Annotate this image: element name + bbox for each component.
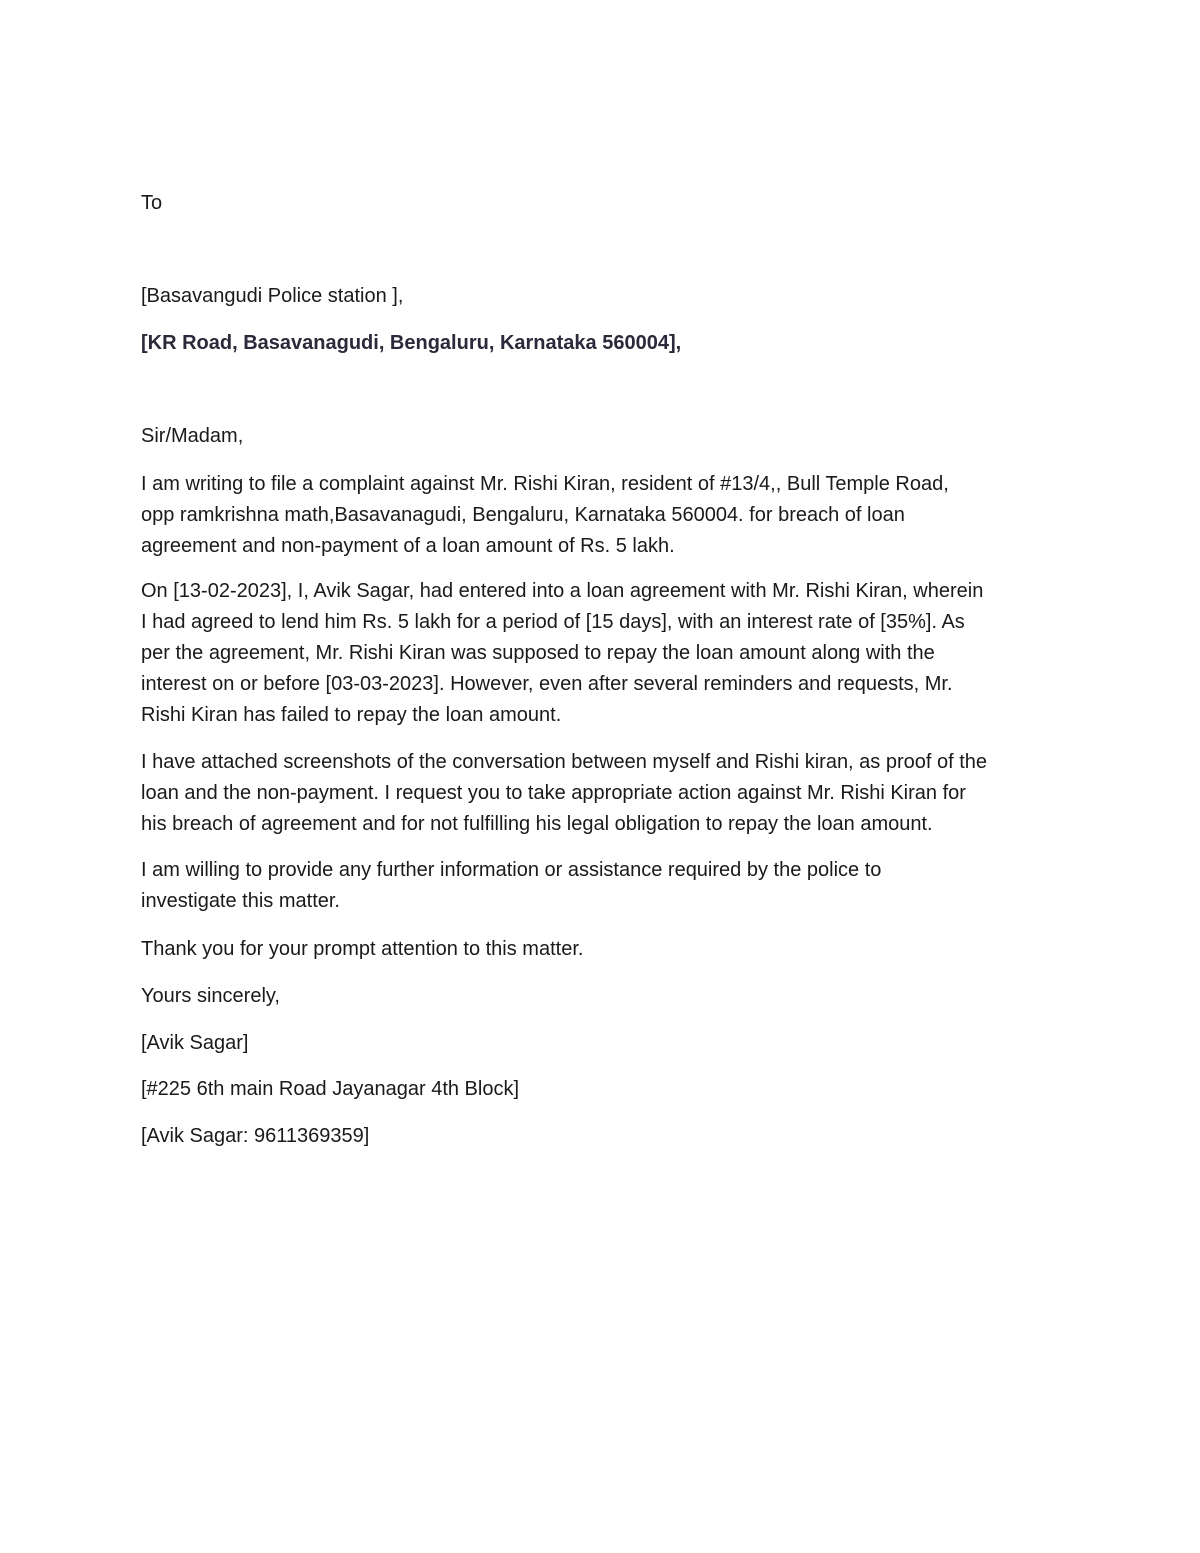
thanks-line: Thank you for your prompt attention to this matter.: [141, 938, 584, 960]
paragraph-line: interest on or before [03-03-2023]. However, even after several reminders and requests, Mr.: [141, 673, 953, 695]
closing-line: Yours sincerely,: [141, 985, 280, 1007]
paragraph-line: investigate this matter.: [141, 890, 340, 912]
paragraph-line: his breach of agreement and for not fulfilling his legal obligation to repay the loan amount.: [141, 813, 933, 835]
paragraph-complaint: [141, 469, 1071, 562]
salutation: Sir/Madam,: [141, 425, 244, 447]
to-line: To: [141, 192, 163, 214]
paragraph-line: I had agreed to lend him Rs. 5 lakh for a period of [15 days], with an interest rate of [35%]. As: [141, 611, 965, 633]
paragraph-line: opp ramkrishna math,Basavanagudi, Bengaluru, Karnataka 560004. for breach of loan: [141, 504, 905, 526]
sender-contact: [Avik Sagar: 9611369359]: [141, 1125, 370, 1147]
paragraph-line: I have attached screenshots of the conversation between myself and Rishi kiran, as proof of the: [141, 751, 988, 773]
paragraph-line: loan and the non-payment. I request you to take appropriate action against Mr. Rishi Kiran for: [141, 782, 966, 804]
paragraph-agreement: [141, 576, 1071, 731]
sender-name: [Avik Sagar]: [141, 1032, 249, 1054]
paragraph-line: I am writing to file a complaint against Mr. Rishi Kiran, resident of #13/4,, Bull Temple Road,: [141, 473, 949, 495]
paragraph-line: per the agreement, Mr. Rishi Kiran was supposed to repay the loan amount along with the: [141, 642, 935, 664]
paragraph-line: agreement and non-payment of a loan amount of Rs. 5 lakh.: [141, 535, 675, 557]
paragraph-line: I am willing to provide any further information or assistance required by the police to: [141, 859, 882, 881]
sender-address: [#225 6th main Road Jayanagar 4th Block]: [141, 1078, 520, 1100]
paragraph-line: Rishi Kiran has failed to repay the loan amount.: [141, 704, 562, 726]
paragraph-line: On [13-02-2023], I, Avik Sagar, had entered into a loan agreement with Mr. Rishi Kiran, wherein: [141, 580, 984, 602]
paragraph-evidence: [141, 747, 1071, 840]
paragraph-assistance: [141, 855, 1071, 917]
recipient-name: [Basavangudi Police station ],: [141, 285, 404, 307]
recipient-address: [KR Road, Basavanagudi, Bengaluru, Karnataka 560004],: [141, 332, 682, 354]
